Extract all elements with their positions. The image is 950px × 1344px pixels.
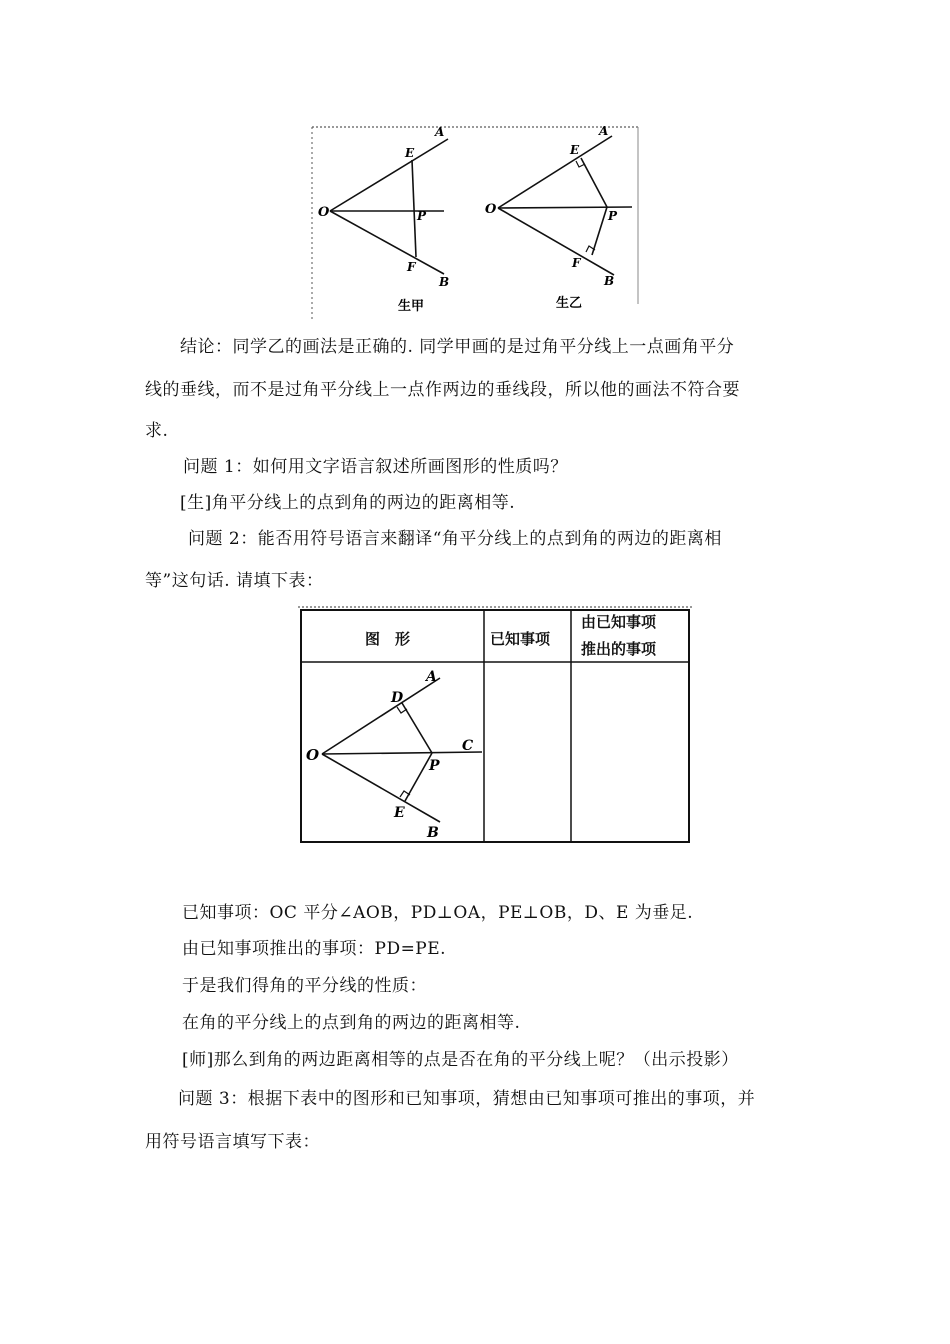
conclusion-line-3: 求. [145, 421, 169, 441]
label-O: O [485, 202, 497, 217]
caption-student-jia: 生甲 [398, 299, 425, 314]
figure-student-yi [485, 124, 632, 311]
label-A: A [426, 669, 437, 685]
table-header-figure: 图 形 [365, 630, 411, 648]
question-1: 问题 1：如何用文字语言叙述所画图形的性质吗？ [183, 457, 568, 477]
table-figure [302, 662, 482, 842]
label-B: B [604, 274, 615, 288]
label-O: O [318, 205, 330, 220]
student-drawings-figure [310, 124, 640, 320]
conclusion-line-1: 结论：同学乙的画法是正确的. 同学甲画的是过角平分线上一点画角平分 [180, 337, 735, 357]
label-A: A [599, 124, 609, 138]
label-O: O [306, 746, 320, 764]
figure-student-jia [318, 125, 449, 314]
question-3-line-2: 用符号语言填写下表： [145, 1132, 320, 1152]
label-B: B [427, 825, 439, 841]
label-E: E [394, 805, 405, 821]
derived-items: 由已知事项推出的事项：PD=PE. [182, 939, 447, 959]
angle-bisector-diagram [302, 662, 482, 842]
label-B: B [439, 275, 450, 289]
question-3-line-1: 问题 3：根据下表中的图形和已知事项，猜想由已知事项可推出的事项，并 [178, 1089, 756, 1109]
label-P: P [429, 758, 440, 774]
label-F: F [407, 260, 416, 274]
label-E: E [405, 146, 415, 160]
property-intro: 于是我们得角的平分线的性质： [182, 976, 427, 996]
label-P: P [417, 209, 427, 223]
question-2-line-1: 问题 2：能否用符号语言来翻译“角平分线上的点到角的两边的距离相 [188, 529, 722, 549]
label-F: F [572, 256, 581, 270]
caption-student-yi: 生乙 [556, 296, 583, 311]
table-header-known: 已知事项 [490, 630, 551, 648]
question-2-line-2: 等”这句话. 请填下表： [145, 571, 324, 591]
conclusion-line-2: 线的垂线，而不是过角平分线上一点作两边的垂线段，所以他的画法不符合要 [145, 380, 740, 400]
label-D: D [391, 690, 404, 706]
table-header-derived-line-1: 由已知事项 [581, 613, 657, 631]
label-A: A [435, 125, 445, 139]
label-C: C [462, 738, 474, 754]
property-table [298, 606, 692, 844]
label-E: E [570, 143, 580, 157]
teacher-question: [师]那么到角的两边距离相等的点是否在角的平分线上呢？（出示投影） [182, 1050, 739, 1070]
bisector-property: 在角的平分线上的点到角的两边的距离相等. [182, 1013, 521, 1033]
angle-bisector-drawings [310, 124, 640, 320]
answer-1: [生]角平分线上的点到角的两边的距离相等. [180, 493, 516, 513]
table-header-derived-line-2: 推出的事项 [581, 640, 657, 658]
known-items: 已知事项：OC 平分∠AOB，PD⊥OA，PE⊥OB，D、E 为垂足. [182, 903, 694, 923]
label-P: P [608, 209, 618, 223]
